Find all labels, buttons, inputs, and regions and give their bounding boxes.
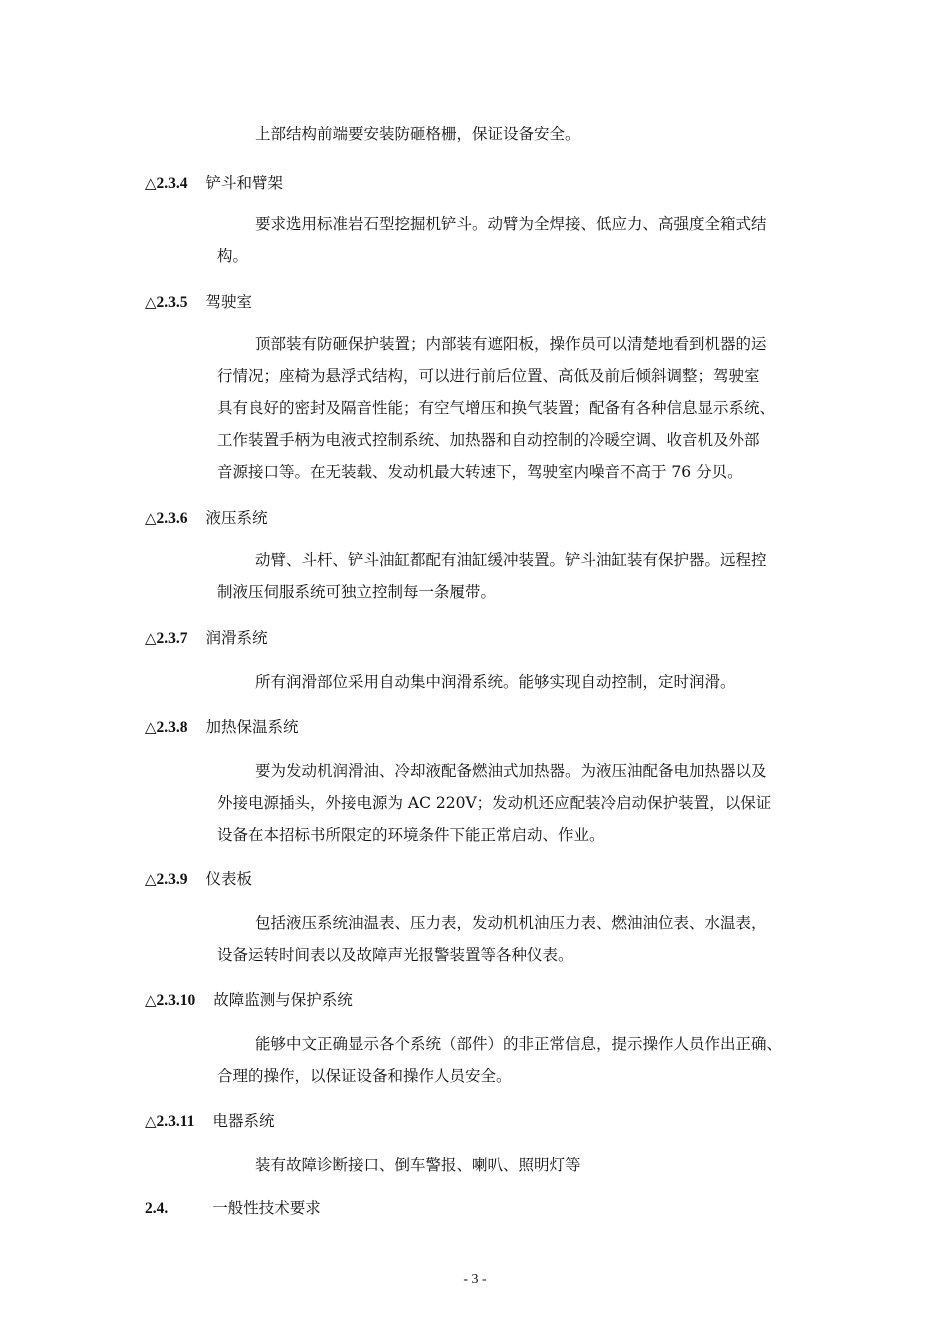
paragraph-line: 能够中文正确显示各个系统（部件）的非正常信息，提示操作人员作出正确、 <box>255 1035 783 1053</box>
triangle-marker-icon: △ <box>145 991 157 1009</box>
paragraph-line: 动臂、斗杆、铲斗油缸都配有油缸缓冲装置。铲斗油缸装有保护器。远程控 <box>255 551 767 569</box>
section-heading <box>145 1111 274 1132</box>
section-heading <box>145 869 252 890</box>
paragraph-line: 具有良好的密封及隔音性能；有空气增压和换气装置；配备有各种信息显示系统、 <box>217 399 776 417</box>
paragraph-line: 所有润滑部位采用自动集中润滑系统。能够实现自动控制，定时润滑。 <box>255 673 736 691</box>
paragraph-line: 顶部装有防砸保护装置；内部装有遮阳板，操作员可以清楚地看到机器的运 <box>255 335 767 353</box>
triangle-marker-icon: △ <box>145 870 157 888</box>
section-heading <box>145 990 353 1011</box>
section-number: 2.3.4 <box>156 175 188 192</box>
chapter-title: 一般性技术要求 <box>212 1199 321 1217</box>
paragraph-line: 制液压伺服系统可独立控制每一条履带。 <box>217 583 497 601</box>
triangle-marker-icon: △ <box>145 718 157 736</box>
paragraph-line: 音源接口等。在无装载、发动机最大转速下，驾驶室内噪音不高于 76 分贝。 <box>217 463 743 481</box>
section-number: 2.3.10 <box>156 992 196 1009</box>
paragraph-line: 工作装置手柄为电液式控制系统、加热器和自动控制的冷暖空调、收音机及外部 <box>217 431 760 449</box>
paragraph-line: 设备在本招标书所限定的环境条件下能正常启动、作业。 <box>217 826 605 844</box>
triangle-marker-icon: △ <box>145 1112 157 1130</box>
section-heading <box>145 717 299 738</box>
triangle-marker-icon: △ <box>145 293 157 311</box>
chapter-heading <box>145 1198 321 1219</box>
section-title: 润滑系统 <box>205 629 268 647</box>
section-title: 加热保温系统 <box>205 718 299 736</box>
paragraph-line: 要为发动机润滑油、冷却液配备燃油式加热器。为液压油配备电加热器以及 <box>255 762 767 780</box>
section-title: 液压系统 <box>205 509 268 527</box>
paragraph-line: 行情况；座椅为悬浮式结构，可以进行前后位置、高低及前后倾斜调整；驾驶室 <box>217 367 760 385</box>
paragraph-line: 设备运转时间表以及故障声光报警装置等各种仪表。 <box>217 946 574 964</box>
section-heading <box>145 508 268 529</box>
section-number: 2.3.8 <box>156 719 188 736</box>
triangle-marker-icon: △ <box>145 509 157 527</box>
paragraph-line: 外接电源插头，外接电源为 AC 220V；发动机还应配装冷启动保护装置，以保证 <box>217 794 772 812</box>
section-title: 仪表板 <box>205 870 253 888</box>
paragraph-line: 要求选用标准岩石型挖掘机铲斗。动臂为全焊接、低应力、高强度全箱式结 <box>255 215 767 233</box>
section-number: 2.3.5 <box>156 294 188 311</box>
triangle-marker-icon: △ <box>145 629 157 647</box>
section-heading <box>145 292 252 313</box>
section-title: 电器系统 <box>212 1112 275 1130</box>
paragraph-line: 包括液压系统油温表、压力表，发动机机油压力表、燃油油位表、水温表， <box>255 914 767 932</box>
section-title: 驾驶室 <box>205 293 253 311</box>
intro-line: 上部结构前端要安装防砸格栅，保证设备安全。 <box>255 125 581 143</box>
paragraph-line: 构。 <box>217 247 249 265</box>
section-number: 2.3.6 <box>156 510 188 527</box>
section-title: 铲斗和臂架 <box>205 174 284 192</box>
triangle-marker-icon: △ <box>145 174 157 192</box>
page-number: - 3 - <box>463 1272 487 1287</box>
section-number: 2.3.9 <box>156 871 188 888</box>
section-heading <box>145 628 268 649</box>
paragraph-line: 装有故障诊断接口、倒车警报、喇叭、照明灯等 <box>255 1156 581 1174</box>
section-heading <box>145 173 283 194</box>
paragraph-line: 合理的操作，以保证设备和操作人员安全。 <box>217 1067 512 1085</box>
section-number: 2.3.7 <box>156 630 188 647</box>
section-title: 故障监测与保护系统 <box>213 991 353 1009</box>
chapter-number: 2.4. <box>145 1200 169 1217</box>
section-number: 2.3.11 <box>156 1113 195 1130</box>
